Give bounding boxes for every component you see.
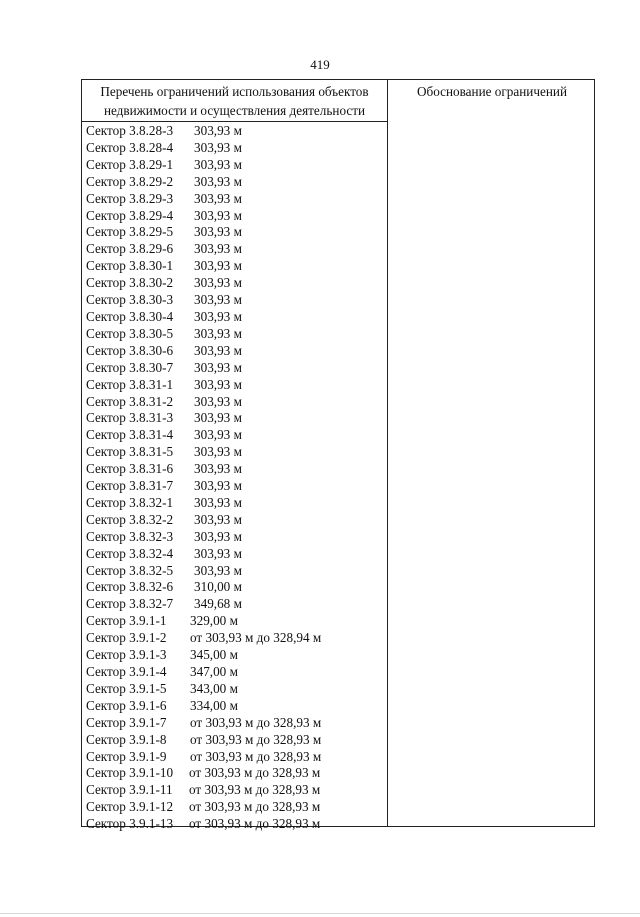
sector-value: 303,93 м	[194, 258, 242, 274]
sector-name: Сектор 3.8.29-6	[86, 241, 174, 257]
sector-name: Сектор 3.8.32-2	[86, 511, 174, 527]
sector-name: Сектор 3.9.1-7	[86, 714, 167, 730]
sector-name: Сектор 3.8.31-1	[86, 376, 174, 392]
sector-row	[86, 681, 386, 698]
sector-name: Сектор 3.8.32-5	[86, 562, 174, 578]
sector-value: от 303,93 м до 328,93 м	[190, 748, 322, 764]
sector-row	[86, 377, 386, 394]
sector-name: Сектор 3.8.30-1	[86, 258, 174, 274]
sector-row	[86, 816, 386, 833]
sector-row	[86, 563, 386, 580]
sector-name: Сектор 3.9.1-1	[86, 613, 167, 629]
sector-row	[86, 410, 386, 427]
sector-row	[86, 579, 386, 596]
sector-list	[86, 123, 386, 833]
sector-row	[86, 478, 386, 495]
sector-row	[86, 799, 386, 816]
sector-value: 329,00 м	[190, 613, 238, 629]
sector-name: Сектор 3.8.30-2	[86, 275, 174, 291]
sector-row	[86, 613, 386, 630]
page-edge-line	[0, 913, 640, 914]
sector-name: Сектор 3.8.31-4	[86, 427, 174, 443]
sector-row	[86, 698, 386, 715]
sector-value: 303,93 м	[194, 156, 242, 172]
header-divider	[82, 121, 387, 122]
sector-value: 303,93 м	[194, 207, 242, 223]
sector-row	[86, 394, 386, 411]
sector-row	[86, 732, 386, 749]
sector-name: Сектор 3.8.31-2	[86, 393, 174, 409]
sector-row	[86, 461, 386, 478]
sector-value: 303,93 м	[194, 173, 242, 189]
sector-value: 303,93 м	[194, 123, 242, 138]
sector-row	[86, 715, 386, 732]
sector-name: Сектор 3.8.31-6	[86, 461, 174, 477]
sector-value: 303,93 м	[194, 478, 242, 494]
sector-value: 303,93 м	[194, 224, 242, 240]
header-restrictions-basis: Обоснование ограничений	[416, 84, 568, 99]
sector-name: Сектор 3.8.31-7	[86, 478, 174, 494]
sector-name: Сектор 3.8.29-2	[86, 173, 174, 189]
sector-name: Сектор 3.9.1-13	[86, 816, 174, 832]
sector-value: 303,93 м	[194, 494, 242, 510]
header-left-line-2: недвижимости и осуществления деятельности	[103, 103, 366, 118]
sector-row	[86, 275, 386, 292]
sector-name: Сектор 3.8.32-7	[86, 596, 174, 612]
sector-value: 349,68 м	[194, 596, 242, 612]
sector-row	[86, 512, 386, 529]
sector-value: 303,93 м	[194, 359, 242, 375]
sector-name: Сектор 3.9.1-10	[86, 765, 174, 781]
sector-row	[86, 258, 386, 275]
sector-row	[86, 546, 386, 563]
sector-name: Сектор 3.9.1-5	[86, 680, 167, 696]
sector-name: Сектор 3.8.32-3	[86, 528, 174, 544]
sector-row	[86, 647, 386, 664]
sector-name: Сектор 3.9.1-2	[86, 630, 167, 646]
sector-value: 303,93 м	[194, 545, 242, 561]
sector-value: от 303,93 м до 328,93 м	[189, 816, 321, 832]
sector-name: Сектор 3.9.1-4	[86, 664, 167, 679]
sector-name: Сектор 3.9.1-6	[86, 697, 167, 713]
sector-name: Сектор 3.9.1-12	[86, 799, 174, 815]
sector-name: Сектор 3.8.30-6	[86, 342, 174, 358]
sector-value: 343,00 м	[190, 680, 238, 696]
sector-name: Сектор 3.8.29-3	[86, 190, 174, 206]
sector-name: Сектор 3.9.1-8	[86, 731, 167, 747]
sector-row	[86, 596, 386, 613]
sector-value: 303,93 м	[194, 410, 242, 426]
sector-row	[86, 782, 386, 799]
sector-row	[86, 224, 386, 241]
sector-value: 303,93 м	[194, 190, 242, 206]
sector-value: 347,00 м	[190, 664, 238, 679]
sector-row	[86, 529, 386, 546]
sector-row	[86, 630, 386, 647]
sector-value: 303,93 м	[194, 275, 242, 291]
sector-value: 303,93 м	[194, 292, 242, 308]
sector-row	[86, 343, 386, 360]
sector-row	[86, 174, 386, 191]
restrictions-table	[81, 79, 595, 832]
header-restrictions-list	[82, 82, 387, 120]
sector-value: 303,93 м	[194, 139, 242, 155]
header-left-line-1: Перечень ограничений использования объектов	[100, 84, 369, 99]
sector-name: Сектор 3.8.30-4	[86, 308, 174, 324]
sector-row	[86, 326, 386, 343]
sector-row	[86, 157, 386, 174]
sector-name: Сектор 3.9.1-9	[86, 748, 167, 764]
sector-name: Сектор 3.9.1-11	[86, 782, 173, 798]
sector-row	[86, 191, 386, 208]
sector-name: Сектор 3.8.32-4	[86, 545, 174, 561]
sector-value: 303,93 м	[194, 325, 242, 341]
sector-name: Сектор 3.8.28-4	[86, 139, 174, 155]
sector-value: от 303,93 м до 328,93 м	[189, 765, 321, 781]
sector-row	[86, 140, 386, 157]
sector-row	[86, 427, 386, 444]
sector-row	[86, 292, 386, 309]
sector-value: 303,93 м	[194, 241, 242, 257]
page-number: 419	[310, 57, 330, 72]
column-divider	[387, 80, 388, 826]
sector-name: Сектор 3.8.29-1	[86, 156, 174, 172]
sector-value: 303,93 м	[194, 444, 242, 460]
sector-value: 303,93 м	[194, 342, 242, 358]
sector-name: Сектор 3.8.29-5	[86, 224, 174, 240]
sector-row	[86, 241, 386, 258]
sector-row	[86, 444, 386, 461]
sector-name: Сектор 3.8.31-5	[86, 444, 174, 460]
sector-name: Сектор 3.8.30-7	[86, 359, 174, 375]
sector-name: Сектор 3.8.31-3	[86, 410, 174, 426]
sector-value: от 303,93 м до 328,93 м	[190, 714, 322, 730]
sector-value: 345,00 м	[190, 647, 238, 663]
sector-row	[86, 495, 386, 512]
sector-row	[86, 360, 386, 377]
sector-name: Сектор 3.8.30-5	[86, 325, 174, 341]
sector-row	[86, 208, 386, 225]
sector-name: Сектор 3.8.28-3	[86, 123, 174, 138]
sector-value: 310,00 м	[194, 579, 242, 595]
sector-row	[86, 765, 386, 782]
sector-value: 303,93 м	[194, 393, 242, 409]
sector-value: от 303,93 м до 328,93 м	[190, 731, 322, 747]
sector-value: 303,93 м	[194, 308, 242, 324]
sector-value: от 303,93 м до 328,93 м	[189, 799, 321, 815]
sector-name: Сектор 3.8.32-1	[86, 494, 174, 510]
sector-name: Сектор 3.8.30-3	[86, 292, 174, 308]
sector-row	[86, 749, 386, 766]
sector-name: Сектор 3.9.1-3	[86, 647, 167, 663]
sector-value: 303,93 м	[194, 376, 242, 392]
sector-value: 303,93 м	[194, 461, 242, 477]
sector-value: от 303,93 м до 328,93 м	[189, 782, 321, 798]
sector-value: 303,93 м	[194, 511, 242, 527]
sector-value: 303,93 м	[194, 562, 242, 578]
sector-row	[86, 664, 386, 681]
sector-value: 334,00 м	[190, 697, 238, 713]
sector-row	[86, 123, 386, 140]
sector-value: 303,93 м	[194, 427, 242, 443]
sector-value: 303,93 м	[194, 528, 242, 544]
sector-name: Сектор 3.8.29-4	[86, 207, 174, 223]
sector-value: от 303,93 м до 328,94 м	[190, 630, 322, 646]
sector-row	[86, 309, 386, 326]
sector-name: Сектор 3.8.32-6	[86, 579, 174, 595]
